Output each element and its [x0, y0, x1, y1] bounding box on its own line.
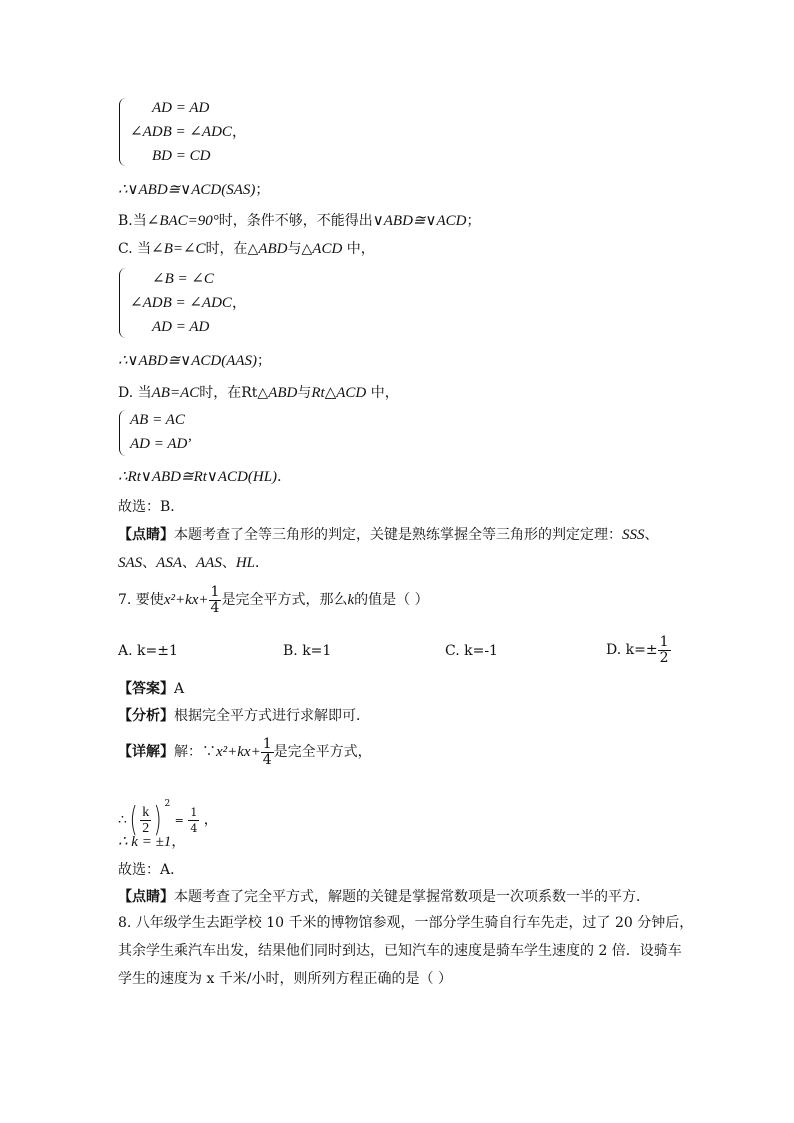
question-8-line-1: 8. 八年级学生去距学校 10 千米的博物馆参观，一部分学生骑自行车先走，过了 20 分钟后，: [118, 915, 694, 931]
fraction: $\frac{k}{2}$: [142, 804, 150, 836]
equation-row: AB = AC: [130, 412, 185, 428]
option-a[interactable]: A. k=±1: [118, 643, 178, 659]
system-brace: [119, 410, 126, 456]
question-8-line-2: 其余学生乘汽车出发，结果他们同时到达，已知汽车的速度是骑车学生速度的 2 倍．设骑车: [118, 943, 682, 959]
equation-row: AD = AD: [152, 100, 210, 116]
equation-row: ∠ADB = ∠ADC，: [130, 124, 247, 140]
note-line-2: SAS、ASA、AAS、HL．: [118, 555, 270, 571]
equation-row: ∠B = ∠C: [152, 271, 214, 287]
system-brace: [119, 98, 126, 166]
answer-line: 【答案】A: [118, 681, 185, 697]
question-7: 7. 要使x²+kx+ $\frac{1}{4}$ 是完全平方式，那么k的值是（ ）: [118, 583, 429, 616]
equation-row: AD = AD: [152, 319, 210, 335]
choose-line-2: 故选：A．: [118, 862, 185, 878]
option-b-line: B.当∠BAC=90°时，条件不够，不能得出∨ABD≅∨ACD；: [118, 213, 481, 229]
analysis-line: 【分析】根据完全平方式进行求解即可．: [118, 708, 370, 724]
note-line: 【点睛】本题考查了全等三角形的判定，关键是熟练掌握全等三角形的判定定理：SSS、: [118, 527, 659, 543]
conclusion-line: ∴∨ABD≅∨ACD(AAS)；: [118, 353, 272, 369]
equation-row: BD = CD: [152, 148, 211, 164]
detail-line: 【详解】解：∵x²+kx+ $\frac{1}{4}$ 是完全平方式，: [118, 735, 372, 768]
conclusion-line: ∴Rt∨ABD≅Rt∨ACD(HL)．: [118, 469, 292, 485]
choose-line: 故选：B．: [118, 499, 185, 515]
option-b[interactable]: B. k=1: [283, 643, 332, 659]
system-brace: [119, 268, 126, 338]
conclusion-line: ∴∨ABD≅∨ACD(SAS)；: [118, 182, 270, 198]
fraction: $\frac{1}{4}$: [190, 805, 198, 835]
option-d[interactable]: D. k=± $\frac{1}{2}$: [606, 633, 669, 666]
option-d-line: D. 当AB=AC时，在Rt△ABD与Rt△ACD 中，: [118, 385, 399, 401]
equation-row: AD = AD’: [130, 436, 193, 452]
fraction: $\frac{1}{2}$: [659, 633, 669, 666]
option-c[interactable]: C. k=-1: [445, 643, 498, 659]
option-c-line: C. 当∠B=∠C时，在△ABD与△ACD 中，: [118, 241, 375, 257]
fraction: $\frac{1}{4}$: [262, 735, 272, 768]
step-line: ∴( $\frac{k}{2}$ ) $^2$ = $\frac{1}{4}$ ，: [118, 799, 218, 840]
note-line-3: 【点睛】本题考查了完全平方式，解题的关键是掌握常数项是一次项系数一半的平方．: [118, 889, 650, 905]
fraction: $\frac{1}{4}$: [210, 583, 220, 616]
equation-row: ∠ADB = ∠ADC，: [130, 295, 247, 311]
step-line-2: ∴ k = ±1，: [118, 834, 186, 850]
question-8-line-3: 学生的速度为 x 千米/小时，则所列方程正确的是（ ）: [118, 971, 452, 987]
